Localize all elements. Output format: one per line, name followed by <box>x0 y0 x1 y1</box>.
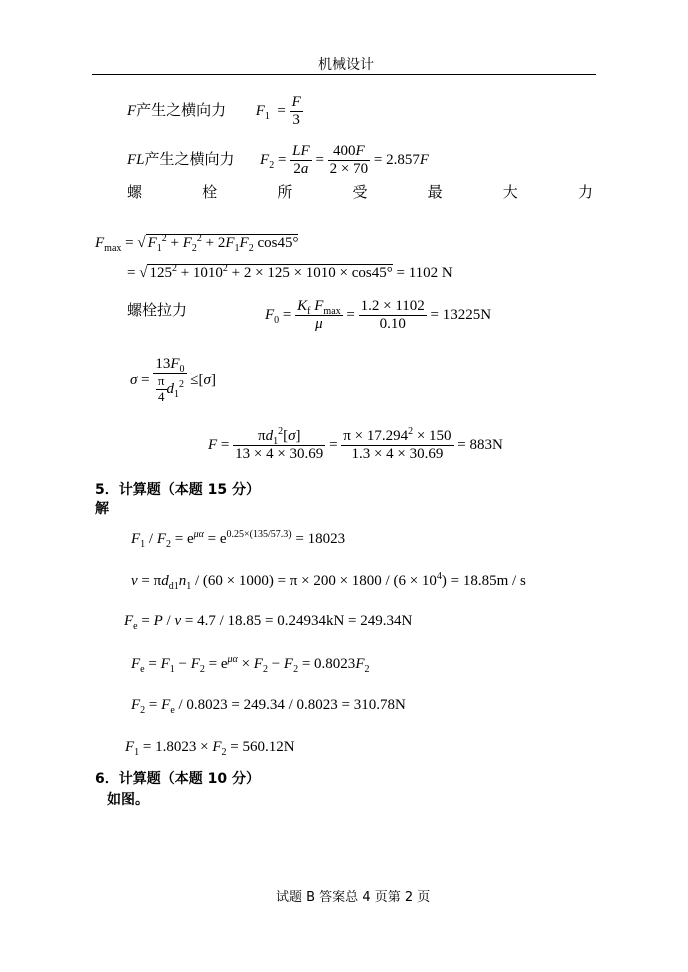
formula-f2-value: $F_2 = F_e / 0.8023 = 249.34 / 0.8023 = 310.78N$ <box>131 697 406 716</box>
formula-fmax: $F_{max}$ = √ $F_1^2 + F_2^2 + 2F_1F_2$ cos45° <box>95 233 299 254</box>
formula-f-allow: F = $\frac{\pi d_1^2[\sigma]}{13 \times 4 \times 30.69}$ = $\frac{\pi \times 17.294^2 \times 150}{1.3 \times 4 \times 30.69}$ = 883N <box>208 426 503 463</box>
formula-fe: $F_e = P / v = 4.7 / 18.85 = 0.24934kN = 249.34N$ <box>124 613 413 632</box>
formula-fe-diff: $F_e = F_1 - F_2 = e^{\mu\alpha} \times F_2 - F_2 = 0.8023F_2$ <box>131 654 370 675</box>
section-6-title: 6．计算题（本题 10 分） <box>95 771 260 787</box>
section-6-body: 如图。 <box>107 792 149 808</box>
section-5-title: 5．计算题（本题 15 分） <box>95 482 260 498</box>
page-header-title: 机械设计 <box>318 57 374 73</box>
formula-velocity: $v = \pi d_{d1}n_1 / (60 \times 1000) = \pi \times 200 \times 1800 / (6 \times 10^4) = 18.85m / s$ <box>131 571 526 592</box>
formula-f0: 螺栓拉力 $F_0$ = $\frac{K_f F_{max}}{\mu}$ = $\frac{1.2 \times 1102}{0.10}$ = 13225N <box>127 298 492 333</box>
formula-sigma: σ = $13F_0$ $\frac{\pi}{4}$ $d_1^2$ ≤[σ] <box>130 356 216 405</box>
formula-f2: FL产生之横向力 $F_2$ = $\frac{LF}{2a}$ = $\frac{400F}{2 \times 70}$ = 2.857F <box>127 143 430 178</box>
section-5-solution: 解 <box>95 501 109 517</box>
formula-f1: F产生之横向力 $F_1$ = $\frac{F}{3}$ <box>127 94 301 129</box>
formula-ratio: $F_1 / F_2 = e^{\mu\alpha} = e^{0.25\times(135/57.3)} = 18023$ <box>131 529 346 550</box>
max-force-heading: 螺 栓 所 受 最 大 力 <box>127 183 593 201</box>
formula-fmax-value: = √ $125^2 + 1010^2 + 2 \times 125 \times 1010 \times \cos 45^\circ = 1102$ N <box>127 263 453 281</box>
page-footer: 试题 B 答案总 4 页第 2 页 <box>276 890 431 905</box>
formula-f1-value: $F_1 = 1.8023 \times F_2 = 560.12N$ <box>125 739 295 758</box>
header-rule <box>92 74 596 75</box>
